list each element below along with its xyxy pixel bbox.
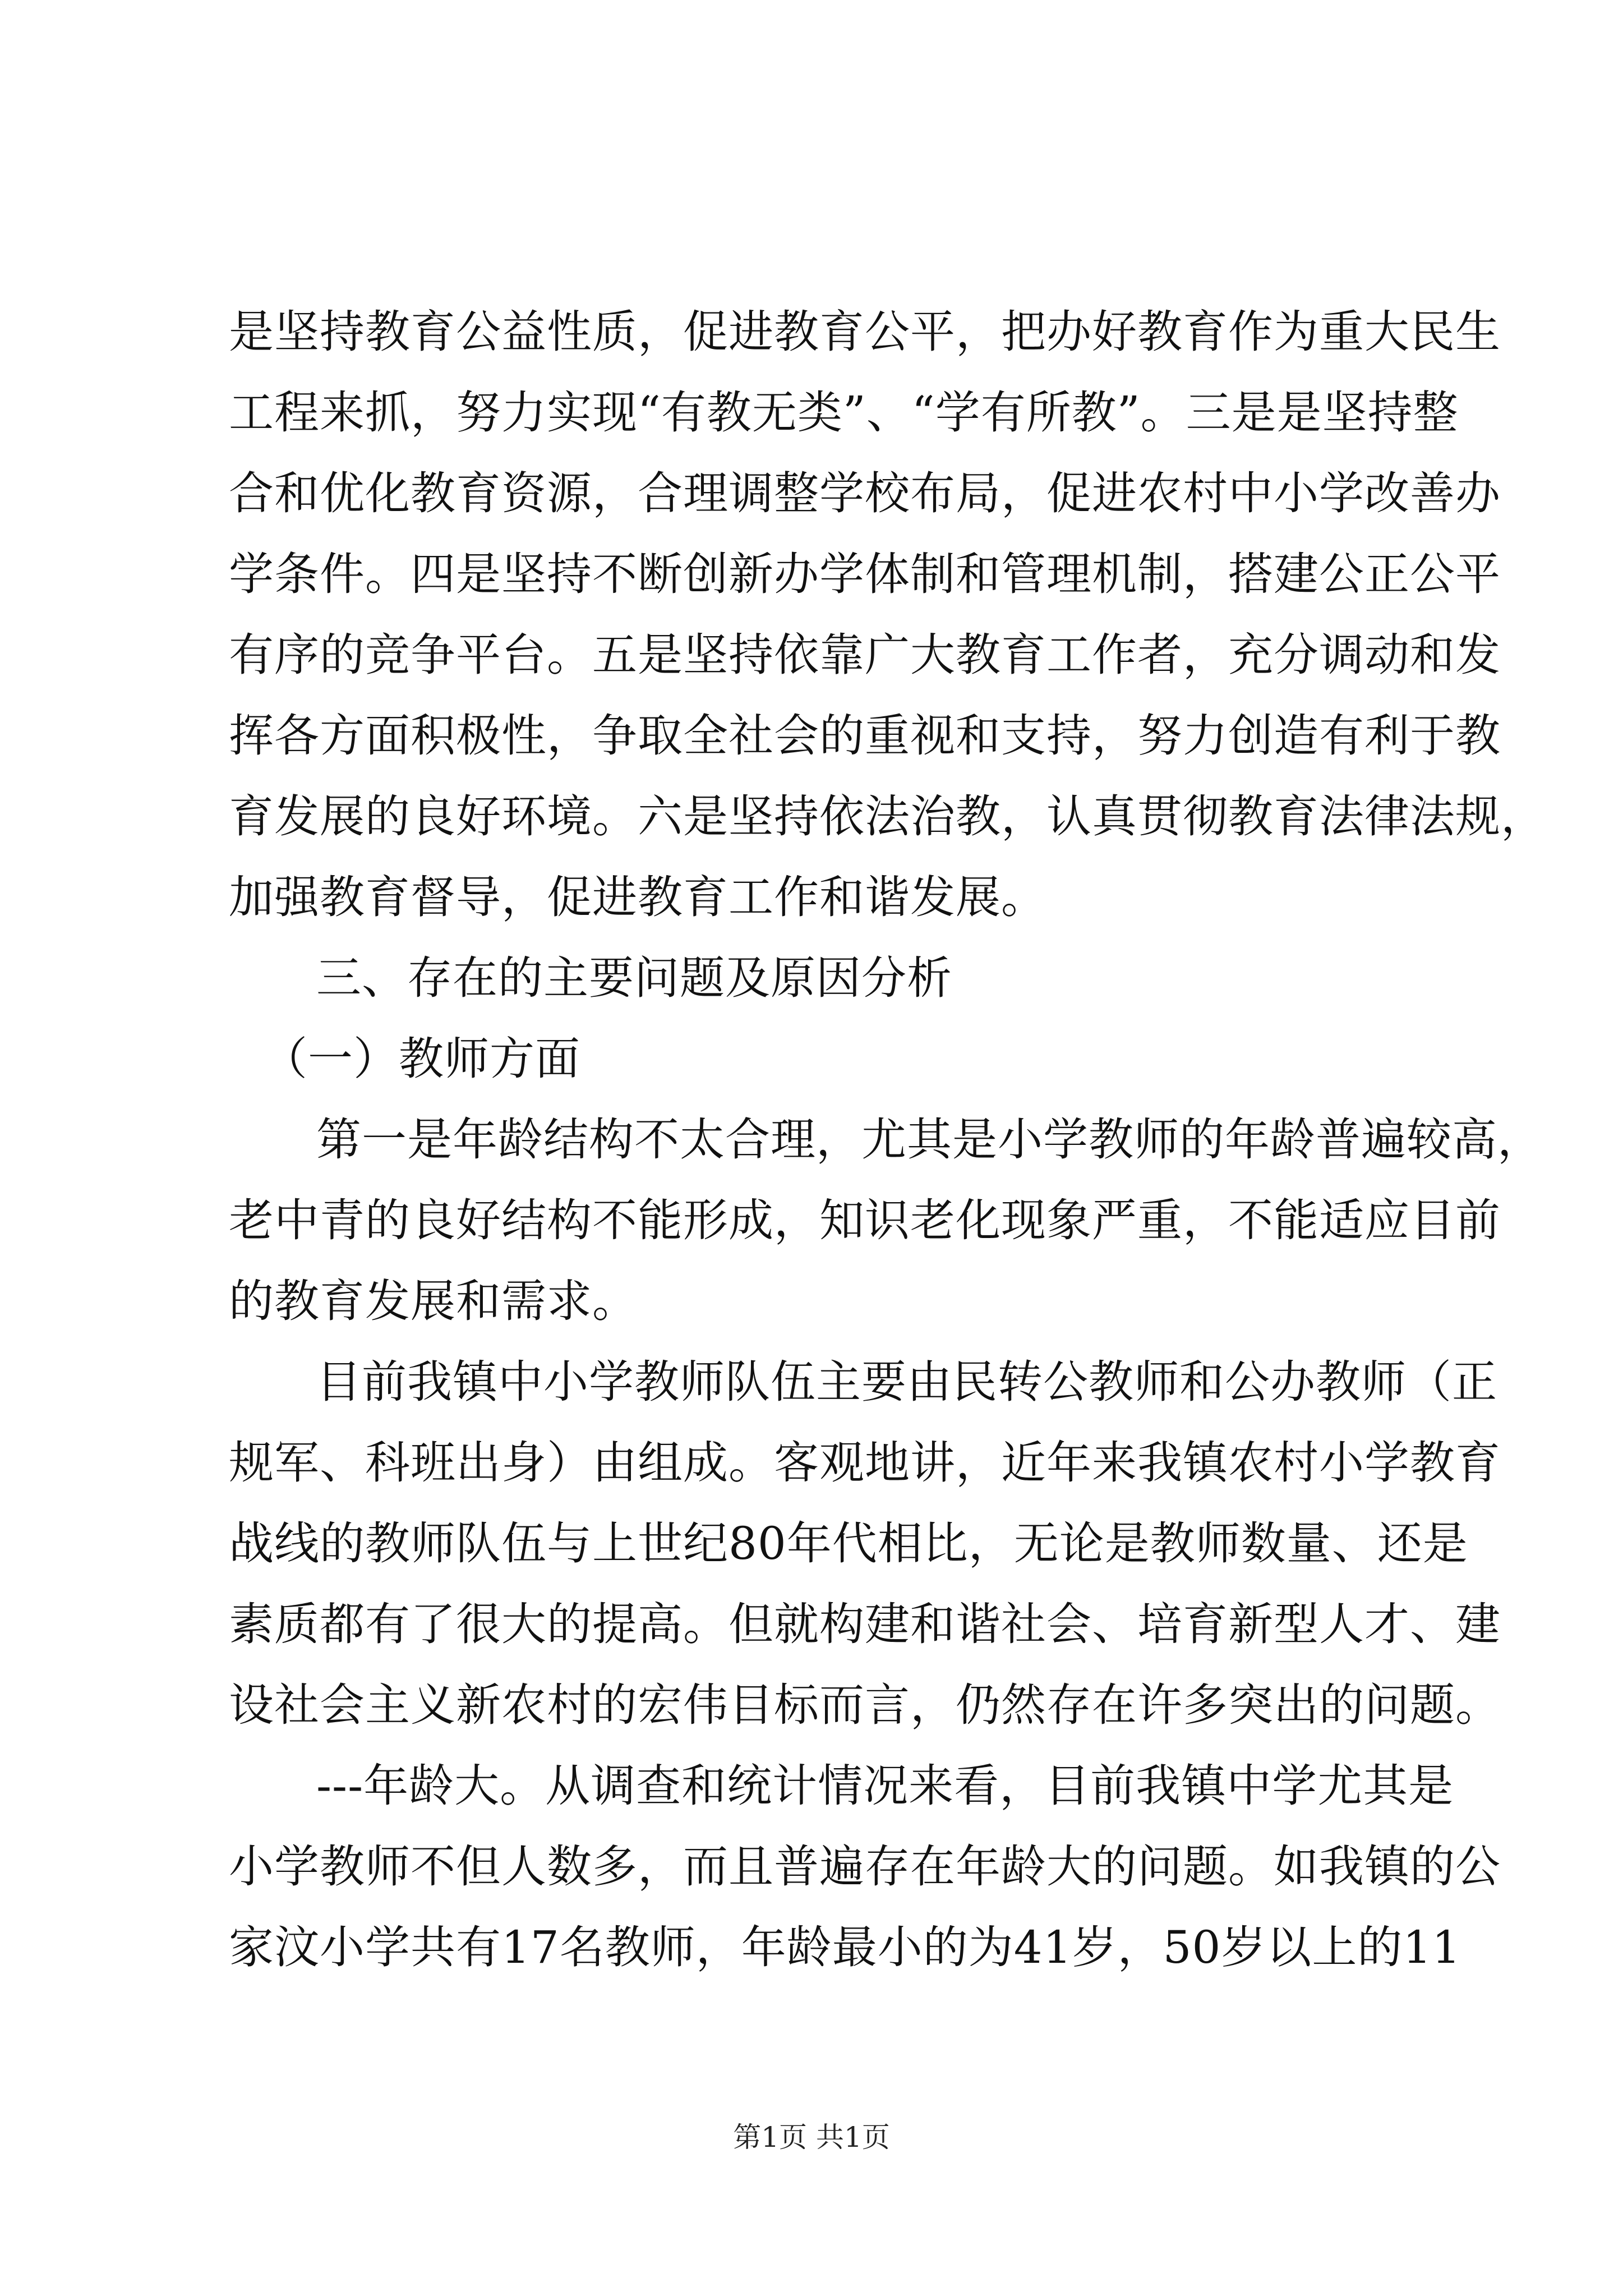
paragraph-line: 战线的教师队伍与上世纪80年代相比，无论是教师数量、还是 xyxy=(229,1517,1468,1570)
document-body xyxy=(229,292,1546,1988)
paragraph-line: 挥各方面积极性，争取全社会的重视和支持，努力创造有利于教 xyxy=(229,710,1501,762)
paragraph-line: 合和优化教育资源，合理调整学校布局，促进农村中小学改善办 xyxy=(229,467,1501,519)
paragraph-line: 素质都有了很大的提高。但就构建和谐社会、培育新型人才、建 xyxy=(229,1598,1501,1650)
paragraph-line: 小学教师不但人数多，而且普遍存在年龄大的问题。如我镇的公 xyxy=(229,1841,1501,1893)
paragraph-line: 第一是年龄结构不太合理，尤其是小学教师的年龄普遍较高， xyxy=(316,1114,1543,1166)
paragraph-line: 目前我镇中小学教师队伍主要由民转公教师和公办教师（正 xyxy=(316,1356,1497,1408)
paragraph-line: 的教育发展和需求。 xyxy=(229,1275,638,1327)
subsection-heading: （一）教师方面 xyxy=(262,1033,580,1085)
page-footer: 第1页 共1页 xyxy=(733,2121,890,2154)
paragraph-line: 是坚持教育公益性质，促进教育公平，把办好教育作为重大民生 xyxy=(229,306,1501,358)
paragraph-line: 工程来抓，努力实现“有教无类”、“学有所教”。三是是坚持整 xyxy=(229,386,1459,439)
paragraph-line: ---年龄大。从调查和统计情况来看，目前我镇中学尤其是 xyxy=(316,1760,1454,1812)
section-heading: 三、存在的主要问题及原因分析 xyxy=(316,952,952,1004)
paragraph-line: 学条件。四是坚持不断创新办学体制和管理机制，搭建公正公平 xyxy=(229,548,1501,600)
paragraph-line: 加强教育督导，促进教育工作和谐发展。 xyxy=(229,871,1046,923)
paragraph-line: 老中青的良好结构不能形成，知识老化现象严重，不能适应目前 xyxy=(229,1194,1501,1246)
paragraph-line: 有序的竞争平台。五是坚持依靠广大教育工作者，充分调动和发 xyxy=(229,629,1501,681)
paragraph-line: 设社会主义新农村的宏伟目标而言，仍然存在许多突出的问题。 xyxy=(229,1679,1501,1731)
paragraph-line: 家汶小学共有17名教师，年龄最小的为41岁，50岁以上的11 xyxy=(229,1921,1461,1973)
paragraph-line: 育发展的良好环境。六是坚持依法治教，认真贯彻教育法律法规， xyxy=(229,790,1546,843)
paragraph-line: 规军、科班出身）由组成。客观地讲，近年来我镇农村小学教育 xyxy=(229,1437,1501,1489)
